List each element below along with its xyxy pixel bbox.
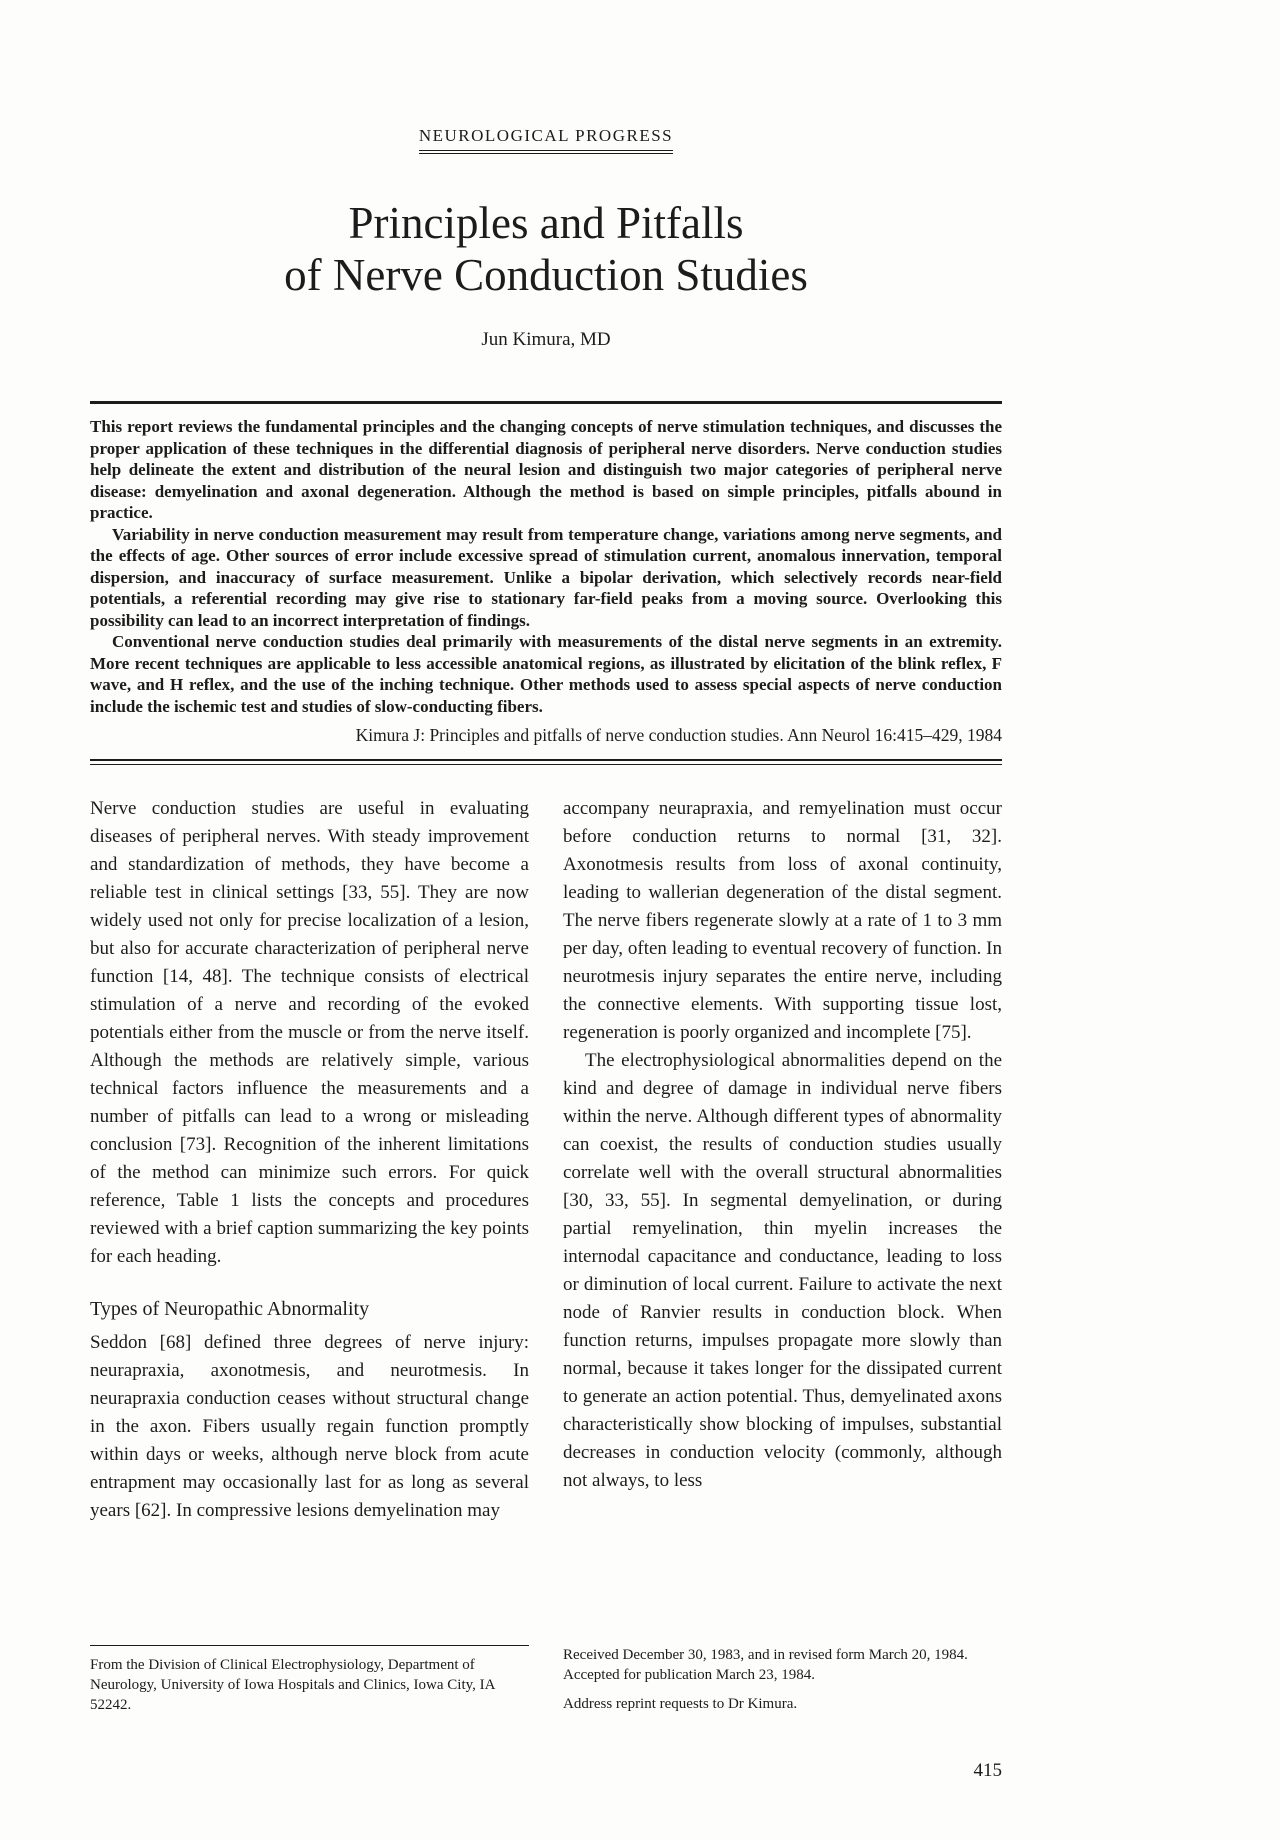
page-number: 415 [973, 1760, 1002, 1781]
section-eyebrow: NEUROLOGICAL PROGRESS [419, 126, 673, 151]
abstract-top-rule [90, 401, 1002, 404]
footnote-affiliation: From the Division of Clinical Electrophysiology, Department of Neurology, University of Iowa Hospitals and Clinics, Iowa City, IA 52242. [90, 1657, 495, 1713]
page-content [90, 0, 1002, 1525]
citation-line: Kimura J: Principles and pitfalls of nerve conduction studies. Ann Neurol 16:415–429, 1984 [355, 725, 1002, 746]
footnote-received: Received December 30, 1983, and in revised form March 20, 1984. Accepted for publication March 23, 1984. [563, 1647, 968, 1683]
body-paragraph-intro: Nerve conduction studies are useful in evaluating diseases of peripheral nerves. With steady improvement and standardization of methods, they have become a reliable test in clinical settings [33, 55]. They are now widely used not only for precise localization of a lesion, but also for accurate characterization of peripheral nerve function [14, 48]. The technique consists of electrical stimulation of a nerve and recording of the evoked potentials either from the muscle or from the nerve itself. Although the methods are relatively simple, various technical factors influence the measurements and a number of pitfalls can lead to a wrong or misleading conclusion [73]. Recognition of the inherent limitations of the method can minimize such errors. For quick reference, Table 1 lists the concepts and procedures reviewed with a brief caption summarizing the key points for each heading. [90, 797, 529, 1267]
body-paragraph-seddon: Seddon [68] defined three degrees of nerve injury: neurapraxia, axonotmesis, and neurotmesis. In neurapraxia conduction ceases without structural change in the axon. Fibers usually regain function promptly within days or weeks, although nerve block from acute entrapment may occasionally last for as long as several years [62]. In compressive lesions demyelination may [90, 1331, 529, 1521]
article-title-line1: Principles and Pitfalls [348, 198, 744, 248]
footnote-dates-block [563, 1645, 1002, 1715]
abstract-paragraph-2: Variability in nerve conduction measurement may result from temperature change, variations among nerve segments, and the effects of age. Other sources of error include excessive spread of stimulation current, anomalous innervation, temporal dispersion, and inaccuracy of surface measurement. Unlike a bipolar derivation, which selectively records near-field potentials, a referential recording may give rise to stationary far-field peaks from a moving source. Overlooking this possibility can lead to an incorrect interpretation of findings. [90, 524, 1002, 630]
abstract [90, 416, 1002, 747]
left-column [90, 795, 529, 1525]
article-title-line2: of Nerve Conduction Studies [284, 250, 808, 301]
footnote-affiliation-block [90, 1645, 529, 1715]
abstract-paragraph-1: This report reviews the fundamental principles and the changing concepts of nerve stimulation techniques, and discusses the proper application of these techniques in the differential diagnosis of peripheral nerve disorders. Nerve conduction studies help delineate the extent and distribution of the neural lesion and distinguish two major categories of peripheral nerve disease: demyelination and axonal degeneration. Although the method is based on simple principles, pitfalls abound in practice. [90, 417, 1002, 523]
abstract-bottom-rule [90, 759, 1002, 765]
footnotes [90, 1645, 1002, 1715]
body-columns [90, 795, 1002, 1525]
footnote-reprints: Address reprint requests to Dr Kimura. [563, 1696, 798, 1712]
running-head-row [90, 126, 1002, 151]
author-byline: Jun Kimura, MD [481, 329, 611, 351]
article-title [90, 197, 1002, 301]
body-paragraph-continuation: accompany neurapraxia, and remyelination must occur before conduction returns to normal [31, 32]. Axonotmesis results from loss of axonal continuity, leading to wallerian degeneration of the distal segment. The nerve fibers regenerate slowly at a rate of 1 to 3 mm per day, often leading to eventual recovery of function. In neurotmesis injury separates the entire nerve, including the connective elements. With supporting tissue lost, regeneration is poorly organized and incomplete [75]. [563, 797, 1002, 1043]
section-heading-types-of-neuropathic-abnormality: Types of Neuropathic Abnormality [90, 1297, 370, 1320]
footnote-rule [90, 1645, 529, 1646]
abstract-paragraph-3: Conventional nerve conduction studies deal primarily with measurements of the distal nerve segments in an extremity. More recent techniques are applicable to less accessible anatomical regions, as illustrated by elicitation of the blink reflex, F wave, and H reflex, and the use of the inching technique. Other methods used to assess special aspects of nerve conduction include the ischemic test and studies of slow-conducting fibers. [90, 632, 1002, 716]
right-column [563, 795, 1002, 1525]
body-paragraph-electrophysiological: The electrophysiological abnormalities depend on the kind and degree of damage in individual nerve fibers within the nerve. Although different types of abnormality can coexist, the results of conduction studies usually correlate well with the overall structural abnormalities [30, 33, 55]. In segmental demyelination, or during partial remyelination, thin myelin increases the internodal capacitance and conductance, leading to loss or diminution of local current. Failure to activate the next node of Ranvier results in conduction block. When function returns, impulses propagate more slowly than normal, because it takes longer for the dissipated current to generate an action potential. Thus, demyelinated axons characteristically show blocking of impulses, substantial decreases in conduction velocity (commonly, although not always, to less [563, 1049, 1002, 1491]
